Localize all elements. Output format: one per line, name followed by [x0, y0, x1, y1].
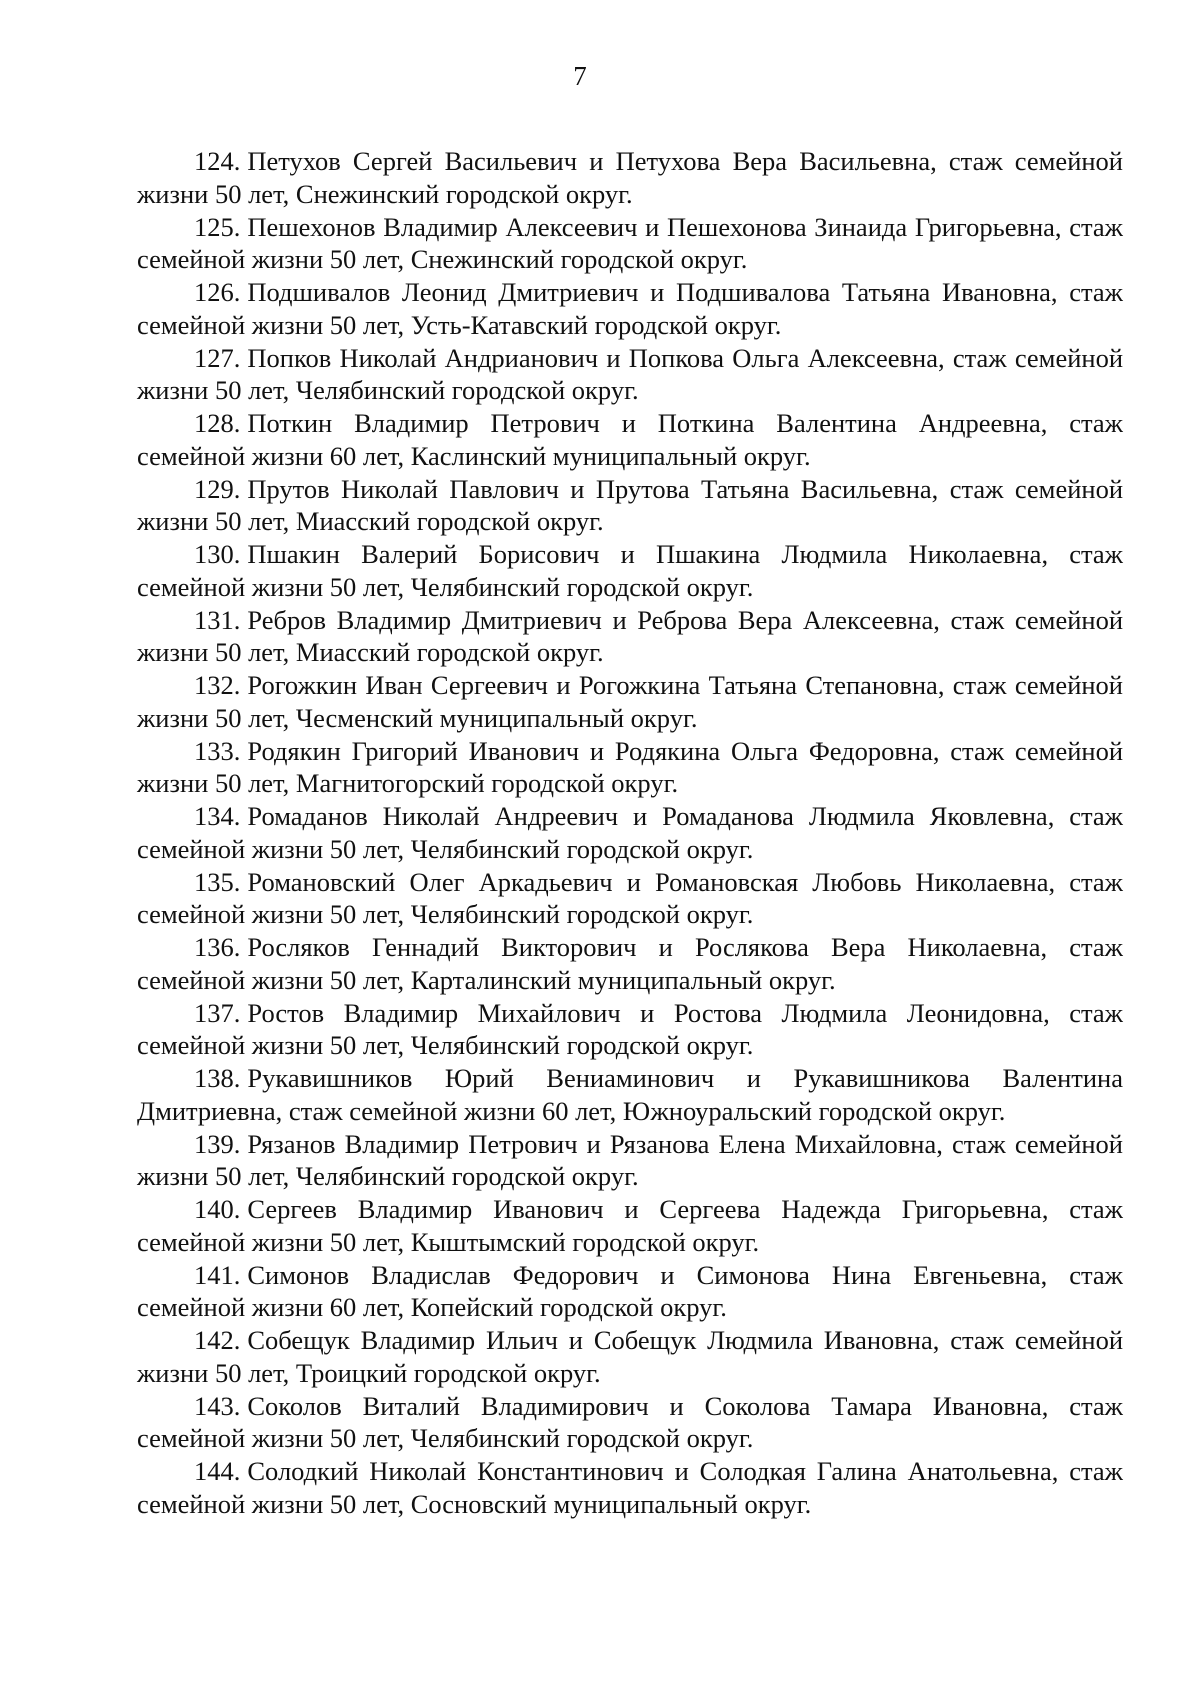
list-item	[137, 604, 1123, 669]
item-number: 131.	[194, 604, 241, 635]
list-item	[137, 407, 1123, 472]
list-item	[137, 342, 1123, 407]
list-item	[137, 1455, 1123, 1520]
item-number: 135.	[194, 866, 241, 897]
item-number: 126.	[194, 277, 241, 307]
item-text: Симонов Владислав Федорович и Симонова Нина Евгеньевна, стаж семейной жизни 60 лет, Копейский городской округ.	[137, 1259, 1123, 1322]
list-item	[137, 1128, 1123, 1193]
item-text: Попков Николай Андрианович и Попкова Ольга Алексеевна, стаж семейной жизни 50 лет, Челябинский городской округ.	[137, 342, 1123, 405]
page-number: 7	[573, 61, 587, 91]
item-number: 128.	[194, 408, 241, 438]
list-item	[137, 931, 1123, 996]
item-number: 138.	[194, 1063, 241, 1093]
item-number: 124.	[194, 146, 241, 176]
list-item	[137, 1193, 1123, 1258]
item-number: 141.	[194, 1259, 241, 1290]
item-text: Рязанов Владимир Петрович и Рязанова Елена Михайловна, стаж семейной жизни 50 лет, Челябинский городской округ.	[137, 1128, 1123, 1191]
item-text: Сергеев Владимир Иванович и Сергеева Надежда Григорьевна, стаж семейной жизни 50 лет, Кыштымский городской округ.	[137, 1194, 1123, 1257]
item-text: Поткин Владимир Петрович и Поткина Валентина Андреевна, стаж семейной жизни 60 лет, Каслинский муниципальный округ.	[137, 408, 1123, 471]
list-item	[137, 669, 1123, 734]
item-text: Пшакин Валерий Борисович и Пшакина Людмила Николаевна, стаж семейной жизни 50 лет, Челябинский городской округ.	[137, 539, 1123, 602]
item-number: 142.	[194, 1325, 241, 1355]
list-item	[137, 211, 1123, 276]
list-item	[137, 1324, 1123, 1389]
item-number: 130.	[194, 539, 241, 569]
item-text: Собещук Владимир Ильич и Собещук Людмила Ивановна, стаж семейной жизни 50 лет, Троицкий городской округ.	[137, 1325, 1123, 1388]
list-item	[137, 997, 1123, 1062]
item-number: 133.	[194, 735, 241, 766]
item-number: 132.	[194, 670, 241, 700]
item-text: Родякин Григорий Иванович и Родякина Ольга Федоровна, стаж семейной жизни 50 лет, Магнитогорский городской округ.	[137, 735, 1123, 798]
award-list	[137, 145, 1123, 1521]
item-number: 129.	[194, 473, 241, 504]
list-item	[137, 866, 1123, 931]
item-number: 127.	[194, 342, 241, 373]
item-number: 137.	[194, 997, 241, 1028]
item-text: Пешехонов Владимир Алексеевич и Пешехонова Зинаида Григорьевна, стаж семейной жизни 50 лет, Снежинский городской округ.	[137, 211, 1123, 274]
list-item	[137, 1390, 1123, 1455]
item-number: 136.	[194, 932, 241, 962]
item-text: Рукавишников Юрий Вениаминович и Рукавишникова Валентина Дмитриевна, стаж семейной жизни 60 лет, Южноуральский городской округ.	[137, 1063, 1123, 1126]
item-text: Ребров Владимир Дмитриевич и Реброва Вера Алексеевна, стаж семейной жизни 50 лет, Миасский городской округ.	[137, 604, 1123, 667]
list-item	[137, 735, 1123, 800]
item-text: Соколов Виталий Владимирович и Соколова Тамара Ивановна, стаж семейной жизни 50 лет, Челябинский городской округ.	[137, 1390, 1123, 1453]
item-text: Петухов Сергей Васильевич и Петухова Вера Васильевна, стаж семейной жизни 50 лет, Снежинский городской округ.	[137, 146, 1123, 209]
item-number: 144.	[194, 1456, 241, 1486]
item-text: Романовский Олег Аркадьевич и Романовская Любовь Николаевна, стаж семейной жизни 50 лет, Челябинский городской округ.	[137, 866, 1123, 929]
item-text: Прутов Николай Павлович и Прутова Татьяна Васильевна, стаж семейной жизни 50 лет, Миасский городской округ.	[137, 473, 1123, 536]
list-item	[137, 145, 1123, 210]
item-text: Рогожкин Иван Сергеевич и Рогожкина Татьяна Степановна, стаж семейной жизни 50 лет, Чесменский муниципальный округ.	[137, 670, 1123, 733]
list-item	[137, 800, 1123, 865]
item-number: 140.	[194, 1194, 241, 1224]
item-text: Ромаданов Николай Андреевич и Ромаданова Людмила Яковлевна, стаж семейной жизни 50 лет, Челябинский городской округ.	[137, 801, 1123, 864]
item-text: Солодкий Николай Константинович и Солодкая Галина Анатольевна, стаж семейной жизни 50 лет, Сосновский муниципальный округ.	[137, 1456, 1123, 1519]
list-item	[137, 1259, 1123, 1324]
item-text: Подшивалов Леонид Дмитриевич и Подшивалова Татьяна Ивановна, стаж семейной жизни 50 лет, Усть-Катавский городской округ.	[137, 277, 1123, 340]
item-text: Ростов Владимир Михайлович и Ростова Людмила Леонидовна, стаж семейной жизни 50 лет, Челябинский городской округ.	[137, 997, 1123, 1060]
list-item	[137, 538, 1123, 603]
list-item	[137, 473, 1123, 538]
item-number: 134.	[194, 801, 241, 831]
item-number: 125.	[194, 211, 241, 242]
item-text: Росляков Геннадий Викторович и Рослякова Вера Николаевна, стаж семейной жизни 50 лет, Карталинский муниципальный округ.	[137, 932, 1123, 995]
item-number: 139.	[194, 1128, 241, 1159]
list-item	[137, 1062, 1123, 1127]
list-item	[137, 276, 1123, 341]
item-number: 143.	[194, 1390, 241, 1421]
